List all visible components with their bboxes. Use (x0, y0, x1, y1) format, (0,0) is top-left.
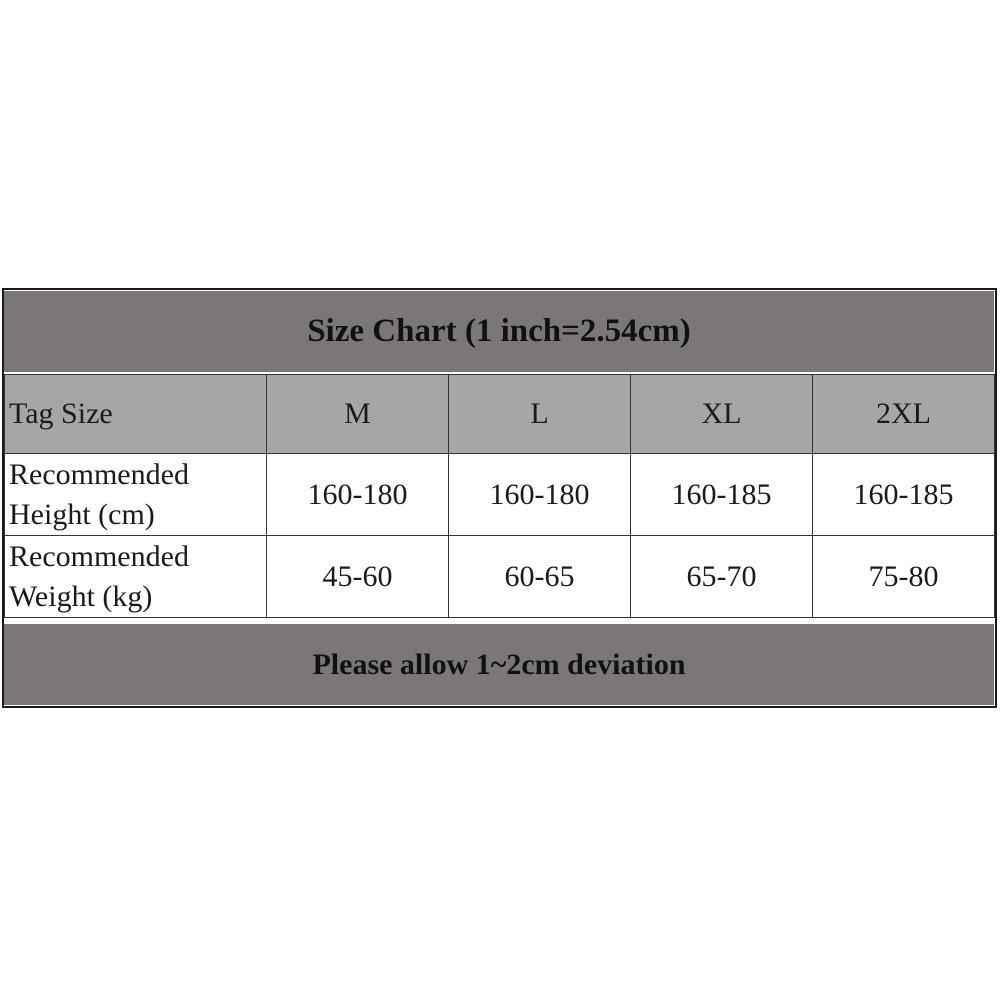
tag-size-row (5, 375, 995, 454)
deviation-note: Please allow 1~2cm deviation (4, 624, 994, 705)
weight-xl-cell: 65-70 (631, 536, 813, 618)
height-row (5, 454, 995, 536)
weight-row (5, 536, 995, 618)
height-l-cell: 160-180 (449, 454, 631, 536)
weight-2xl-cell: 75-80 (813, 536, 995, 618)
size-m-header: M (267, 375, 449, 454)
size-xl-header: XL (631, 375, 813, 454)
height-xl-cell: 160-185 (631, 454, 813, 536)
weight-m-cell: 45-60 (267, 536, 449, 618)
height-2xl-cell: 160-185 (813, 454, 995, 536)
tag-size-label: Tag Size (5, 375, 267, 454)
weight-label-line2: Weight (kg) (9, 579, 153, 613)
weight-label-line1: Recommended (9, 539, 189, 573)
size-chart-title: Size Chart (1 inch=2.54cm) (4, 291, 994, 372)
size-chart-table (4, 374, 995, 618)
weight-row-label (5, 536, 267, 618)
height-label-line1: Recommended (9, 457, 189, 491)
height-label-line2: Height (cm) (9, 497, 155, 531)
size-l-header: L (449, 375, 631, 454)
height-row-label (5, 454, 267, 536)
height-m-cell: 160-180 (267, 454, 449, 536)
size-2xl-header: 2XL (813, 375, 995, 454)
weight-l-cell: 60-65 (449, 536, 631, 618)
